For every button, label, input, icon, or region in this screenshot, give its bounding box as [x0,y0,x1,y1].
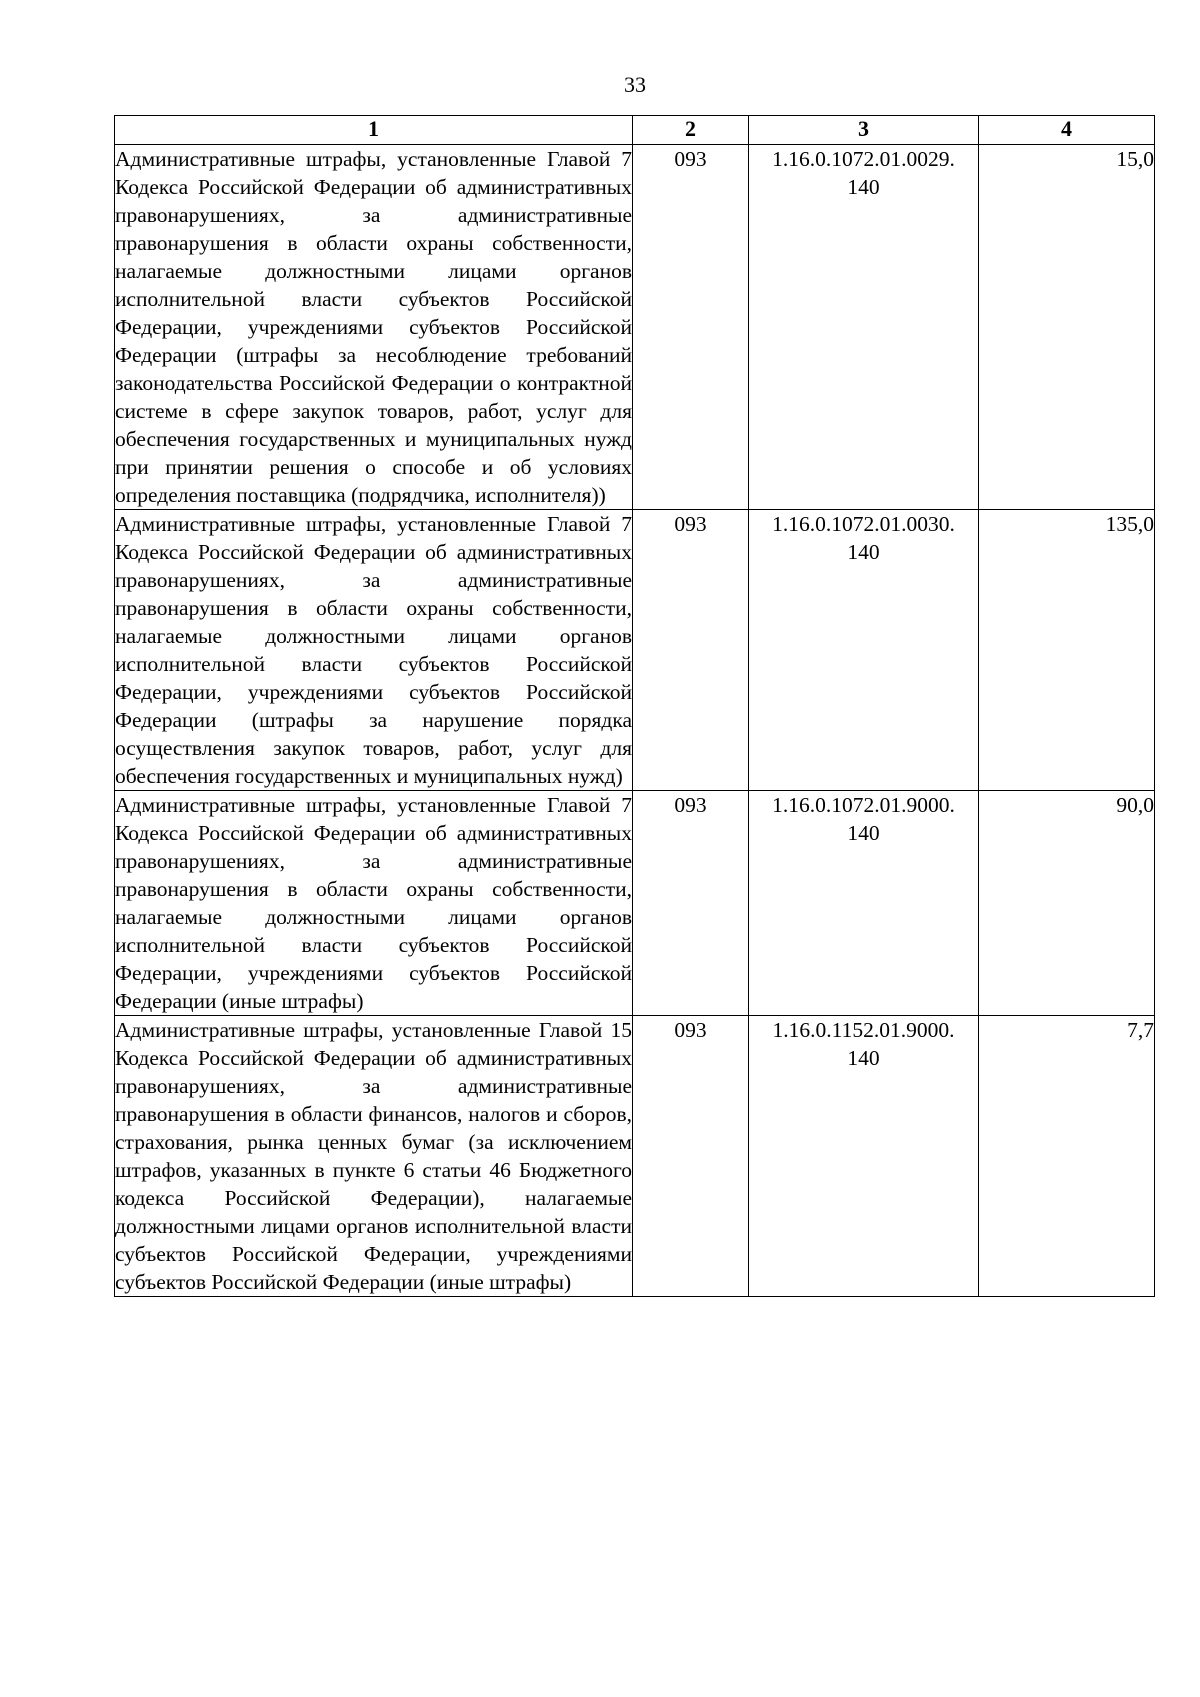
header-col-3: 3 [749,116,979,145]
table-row [115,1016,1155,1297]
row-description: Административные штрафы, установленные Главой 7 Кодекса Российской Федерации об административных правонарушениях, за административные правонарушения в области охраны собственности, налагаемые должностными лицами органов исполнительной власти субъектов Российской Федерации, учреждениями субъектов Российской Федерации (иные штрафы) [115,791,633,1016]
row-budget-code-line2: 140 [847,1046,880,1070]
table-row [115,510,1155,791]
row-budget-code-line1: 1.16.0.1072.01.0030. [772,512,955,536]
row-budget-code [749,510,979,791]
row-amount: 15,0 [979,145,1155,510]
row-description: Административные штрафы, установленные Главой 7 Кодекса Российской Федерации об административных правонарушениях, за административные правонарушения в области охраны собственности, налагаемые должностными лицами органов исполнительной власти субъектов Российской Федерации, учреждениями субъектов Российской Федерации (штрафы за нарушение порядка осуществления закупок товаров, работ, услуг для обеспечения государственных и муниципальных нужд) [115,510,633,791]
row-amount: 7,7 [979,1016,1155,1297]
row-budget-code [749,145,979,510]
row-budget-code-line2: 140 [847,175,880,199]
table-row [115,791,1155,1016]
row-budget-code [749,1016,979,1297]
row-budget-code-line2: 140 [847,821,880,845]
table-row [115,145,1155,510]
page-number: 33 [624,72,646,97]
row-admin-code: 093 [633,1016,749,1297]
row-amount: 135,0 [979,510,1155,791]
row-budget-code-line1: 1.16.0.1072.01.0029. [772,147,955,171]
row-budget-code-line1: 1.16.0.1072.01.9000. [772,793,955,817]
row-description: Административные штрафы, установленные Главой 7 Кодекса Российской Федерации об административных правонарушениях, за административные правонарушения в области охраны собственности, налагаемые должностными лицами органов исполнительной власти субъектов Российской Федерации, учреждениями субъектов Российской Федерации (штрафы за несоблюдение требований законодательства Российской Федерации о контрактной системе в сфере закупок товаров, работ, услуг для обеспечения государственных и муниципальных нужд при принятии решения о способе и об условиях определения поставщика (подрядчика, исполнителя)) [115,145,633,510]
header-col-4: 4 [979,116,1155,145]
header-row [115,116,1155,145]
row-budget-code-line2: 140 [847,540,880,564]
row-budget-code [749,791,979,1016]
row-budget-code-line1: 1.16.0.1152.01.9000. [772,1018,955,1042]
row-description: Административные штрафы, установленные Главой 15 Кодекса Российской Федерации об административных правонарушениях, за административные правонарушения в области финансов, налогов и сборов, страхования, рынка ценных бумаг (за исключением штрафов, указанных в пункте 6 статьи 46 Бюджетного кодекса Российской Федерации), налагаемые должностными лицами органов исполнительной власти субъектов Российской Федерации, учреждениями субъектов Российской Федерации (иные штрафы) [115,1016,633,1297]
row-amount: 90,0 [979,791,1155,1016]
row-admin-code: 093 [633,145,749,510]
header-col-1: 1 [115,116,633,145]
header-col-2: 2 [633,116,749,145]
row-admin-code: 093 [633,791,749,1016]
row-admin-code: 093 [633,510,749,791]
revenue-table [114,115,1155,1297]
